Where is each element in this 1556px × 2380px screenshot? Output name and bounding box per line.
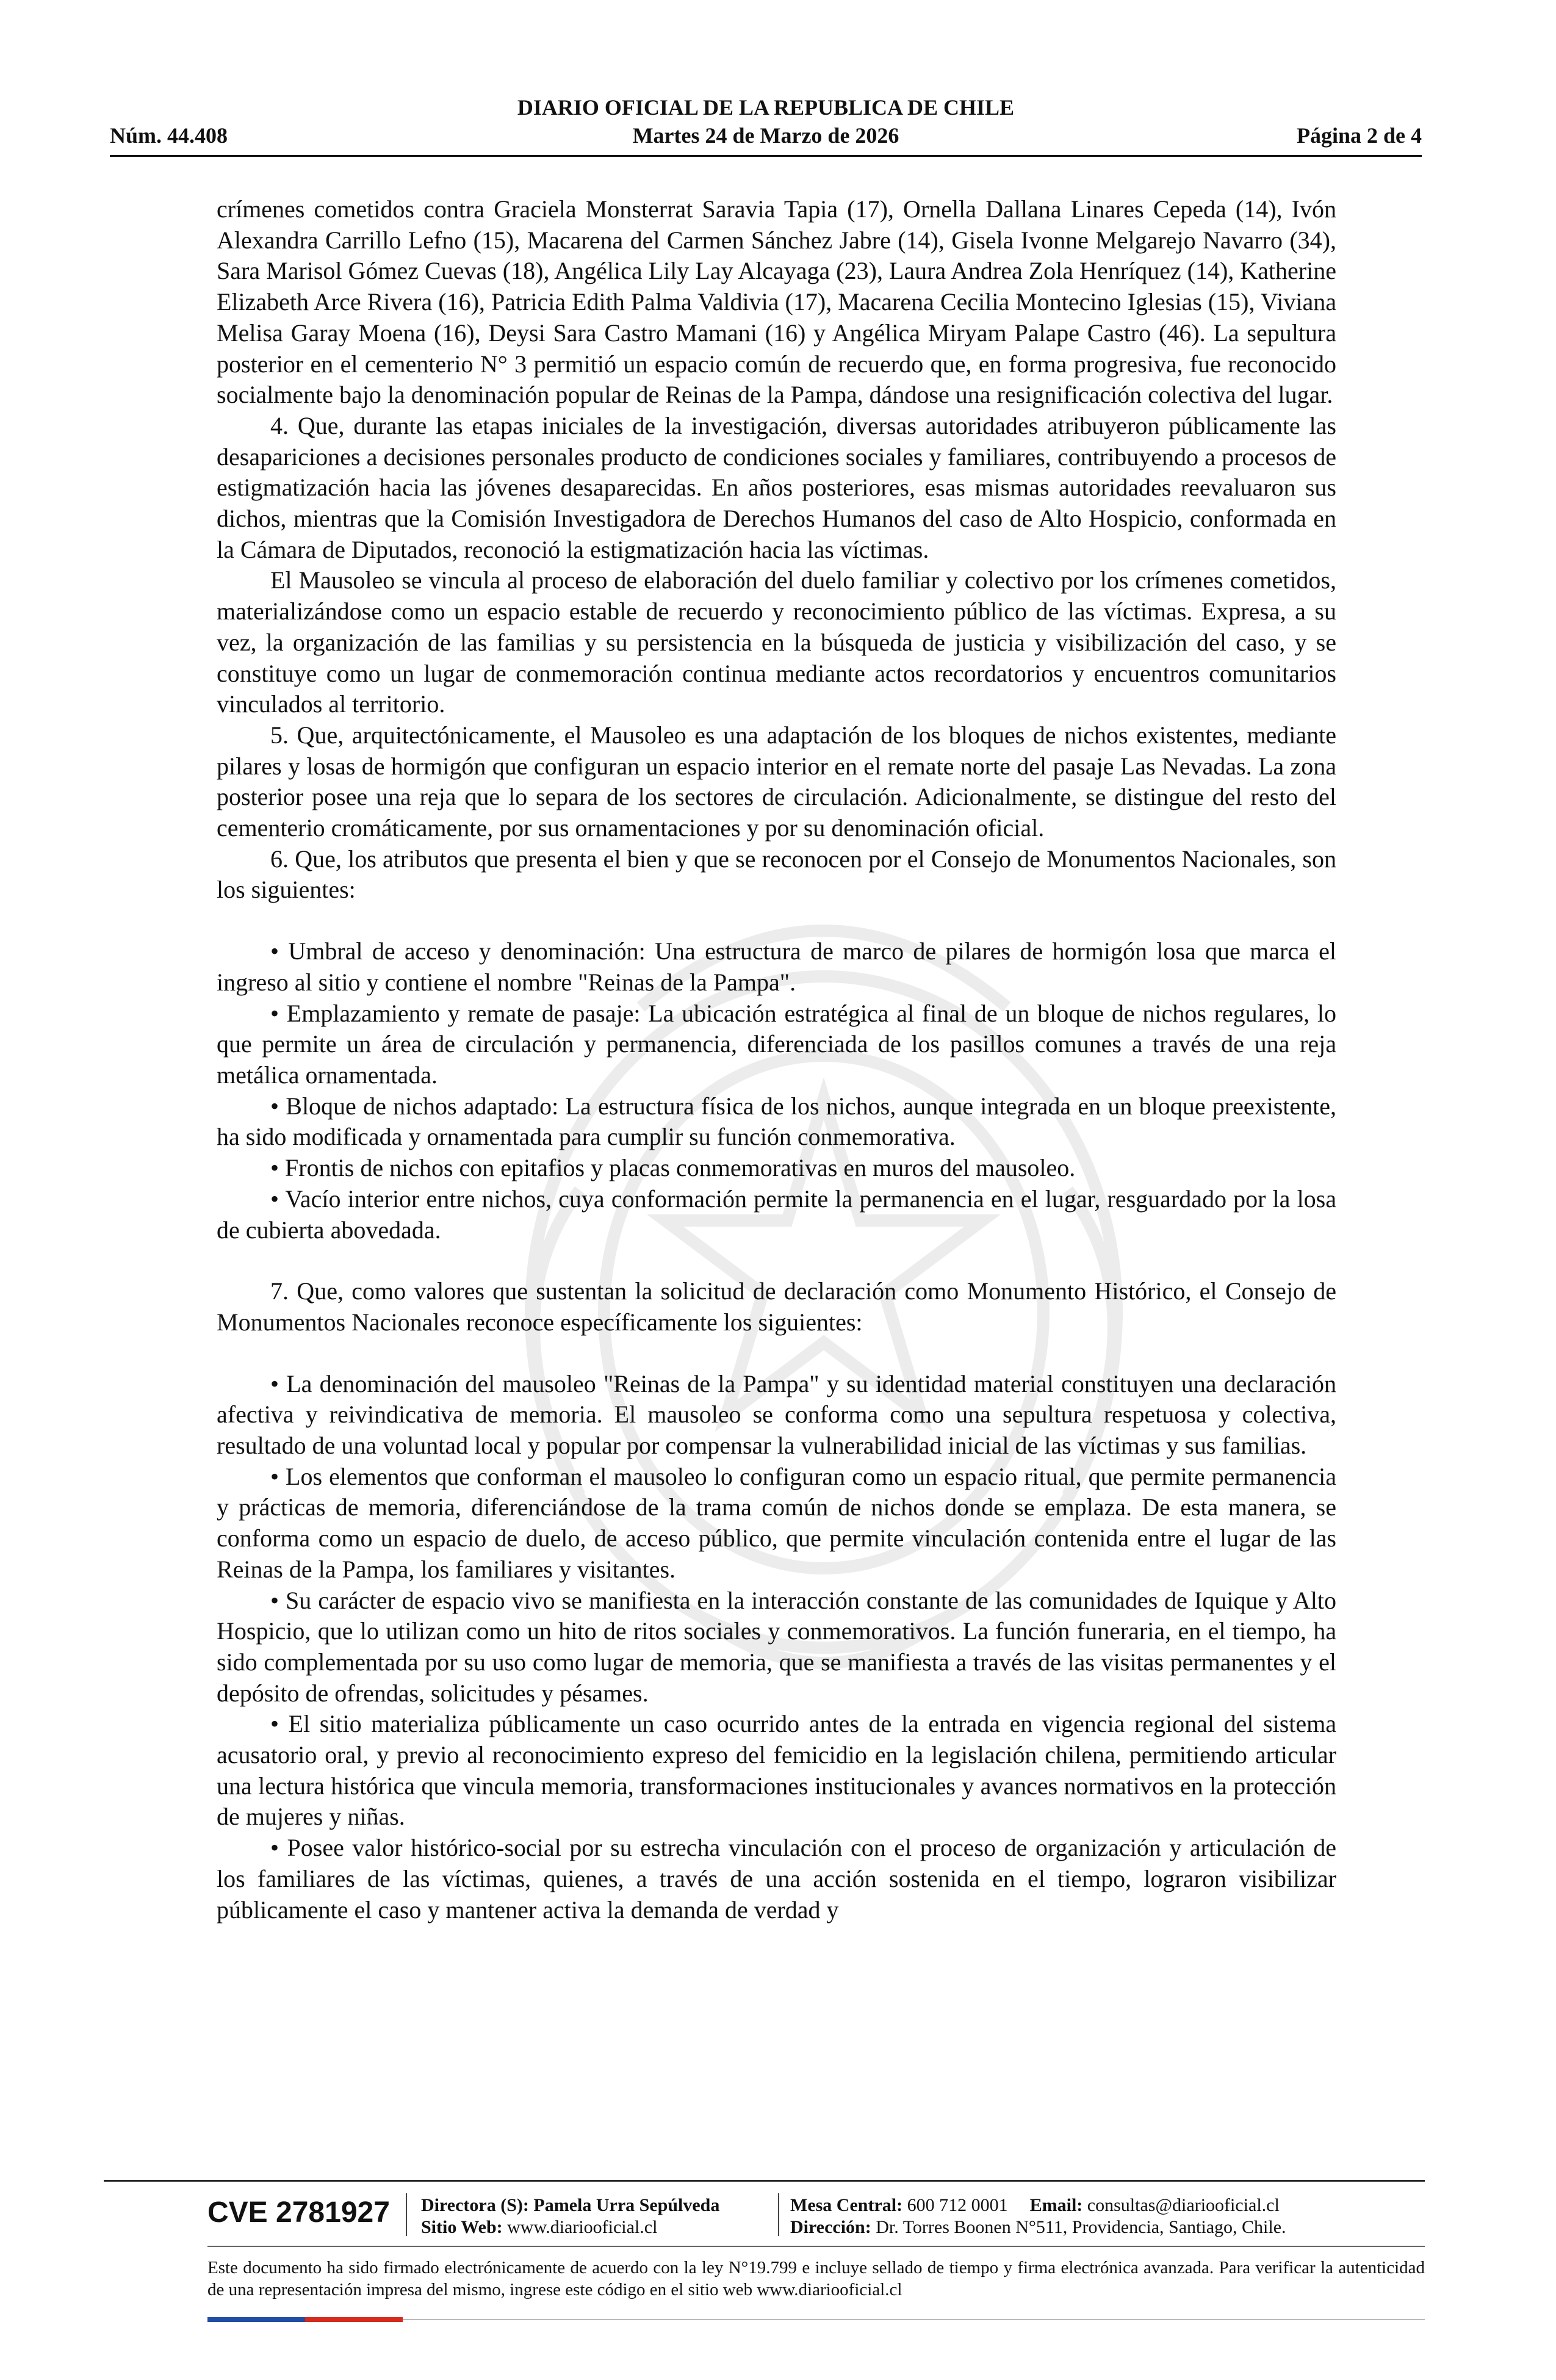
paragraph: • Bloque de nichos adaptado: La estructura física de los nichos, aunque integrada en un bloque preexistente, ha sido modificada y ornamentada para cumplir su función conmemorativa. (217, 1092, 1336, 1151)
footer-rule (104, 2180, 1425, 2182)
paragraph: • Posee valor histórico-social por su estrecha vinculación con el proceso de organización y articulación de los familiares de las víctimas, quienes, a través de una acción sostenida en el tiempo, lograron visibilizar públicamente el caso y mantener activa la demanda de verdad y (217, 1834, 1336, 1924)
email-link[interactable]: consultas@diariooficial.cl (1087, 2195, 1280, 2215)
paragraph-gap (217, 1338, 1336, 1369)
paragraph: 6. Que, los atributos que presenta el bien y que se reconocen por el Consejo de Monumentos Nacionales, son los siguientes: (217, 845, 1336, 904)
web-link[interactable]: www.diariooficial.cl (507, 2217, 658, 2237)
paragraph: • Su carácter de espacio vivo se manifiesta en la interacción constante de las comunidades de Iquique y Alto Hospicio, que lo utilizan como un hito de ritos sociales y conmemorativos. La función funeraria, en el tiempo, ha sido complementada por su uso como lugar de memoria, que se manifiesta a través de las visitas permanentes y el depósito de ofrendas, solicitudes y pésames. (217, 1586, 1336, 1707)
issue-date: Martes 24 de Marzo de 2026 (632, 123, 899, 148)
footer-contact-right (790, 2194, 1286, 2238)
page-header (110, 92, 1422, 165)
signature-notice: Este documento ha sido firmado electrónicamente de acuerdo con la ley N°19.799 e incluye sellado de tiempo y firma electrónica avanzada. Para verificar la autenticidad de una representación impresa del mismo, ingrese este código en el sitio web www.diariooficial.cl (207, 2258, 1425, 2299)
paragraph-gap (217, 1246, 1336, 1276)
footer-separator (778, 2193, 779, 2236)
cve-code: CVE 2781927 (207, 2196, 390, 2229)
paragraph: • Los elementos que conforman el mausoleo lo configuran como un espacio ritual, que permite permanencia y prácticas de memoria, diferenciándose de la trama común de nichos donde se emplaza. De esta manera, se conforma como un espacio de duelo, de acceso público, que permite vinculación contenida entre el lugar de las Reinas de la Pampa, los familiares y visitantes. (217, 1462, 1336, 1583)
notice-rule (207, 2246, 1425, 2247)
flag-blue-stripe (207, 2317, 305, 2322)
footer-contact-left (421, 2194, 719, 2238)
director-name: Pamela Urra Sepúlveda (533, 2195, 720, 2215)
paragraph-gap (217, 906, 1336, 936)
paragraph: El Mausoleo se vincula al proceso de elaboración del duelo familiar y colectivo por los crímenes cometidos, materializándose como un espacio estable de recuerdo y reconocimiento público de las víctimas. Expresa, a su vez, la organización de las familias y su persistencia en la búsqueda de justicia y visibilización del caso, y se constituye como un lugar de conmemoración continua mediante actos recordatorios y encuentros comunitarios vinculados al territorio. (217, 566, 1336, 718)
phone-label: Mesa Central: (790, 2195, 903, 2215)
paragraph: 4. Que, durante las etapas iniciales de la investigación, diversas autoridades atribuyeron públicamente las desapariciones a decisiones personales producto de condiciones sociales y familiares, contribuyendo a procesos de estigmatización hacia las jóvenes desaparecidas. En años posteriores, esas mismas autoridades reevaluaron sus dichos, mientras que la Comisión Investigadora de Derechos Humanos del caso de Alto Hospicio, conformada en la Cámara de Diputados, reconoció la estigmatización hacia las víctimas. (217, 411, 1336, 563)
paragraph: • La denominación del mausoleo "Reinas de la Pampa" y su identidad material constituyen una declaración afectiva y reivindicativa de memoria. El mausoleo se conforma como una sepultura respetuosa y colectiva, resultado de una voluntad local y popular por compensar la vulnerabilidad inicial de las víctimas y sus familias. (217, 1369, 1336, 1460)
document-body (217, 194, 1336, 1925)
footer-separator (406, 2193, 407, 2236)
paragraph: 7. Que, como valores que sustentan la solicitud de declaración como Monumento Histórico, el Consejo de Monumentos Nacionales reconoce específicamente los siguientes: (217, 1277, 1336, 1336)
flag-line (403, 2319, 1425, 2320)
paragraph: crímenes cometidos contra Graciela Monsterrat Saravia Tapia (17), Ornella Dallana Linares Cepeda (14), Ivón Alexandra Carrillo Lefno (15), Macarena del Carmen Sánchez Jabre (14), Gisela Ivonne Melgarejo Navarro (34), Sara Marisol Gómez Cuevas (18), Angélica Lily Lay Alcayaga (23), Laura Andrea Zola Henríquez (14), Katherine Elizabeth Arce Rivera (16), Patricia Edith Palma Valdivia (17), Macarena Cecilia Montecino Iglesias (15), Viviana Melisa Garay Moena (16), Deysi Sara Castro Mamani (16) y Angélica Miryam Palape Castro (46). La sepultura posterior en el cementerio N° 3 permitió un espacio común de recuerdo que, en forma progresiva, fue reconocido socialmente bajo la denominación popular de Reinas de la Pampa, dándose una resignificación colectiva del lugar. (217, 195, 1336, 409)
address-value: Dr. Torres Boonen N°511, Providencia, Santiago, Chile. (876, 2217, 1286, 2237)
web-label: Sitio Web: (421, 2217, 503, 2237)
header-rule (110, 155, 1422, 157)
paragraph: • Vacío interior entre nichos, cuya conformación permite la permanencia en el lugar, resguardado por la losa de cubierta abovedada. (217, 1185, 1336, 1244)
paragraph: • Umbral de acceso y denominación: Una estructura de marco de pilares de hormigón losa que marca el ingreso al sitio y contiene el nombre "Reinas de la Pampa". (217, 937, 1336, 996)
page-indicator: Página 2 de 4 (1296, 123, 1422, 148)
paragraph: • El sitio materializa públicamente un caso ocurrido antes de la entrada en vigencia regional del sistema acusatorio oral, y previo al reconocimiento expreso del femicidio en la legislación chilena, permitiendo articular una lectura histórica que vincula memoria, transformaciones institucionales y avances normativos en la protección de mujeres y niñas. (217, 1710, 1336, 1831)
flag-red-stripe (305, 2317, 403, 2322)
paragraph: • Frontis de nichos con epitafios y placas conmemorativas en muros del mausoleo. (270, 1154, 1076, 1182)
director-label: Directora (S): (421, 2195, 529, 2215)
issue-number: Núm. 44.408 (110, 123, 228, 148)
journal-title: DIARIO OFICIAL DE LA REPUBLICA DE CHILE (517, 95, 1015, 120)
paragraph: 5. Que, arquitectónicamente, el Mausoleo es una adaptación de los bloques de nichos existentes, mediante pilares y losas de hormigón que configuran un espacio interior en el remate norte del pasaje Las Nevadas. La zona posterior posee una reja que lo separa de los sectores de circulación. Adicionalmente, se distingue del resto del cementerio cromáticamente, por sus ornamentaciones y por su denominación oficial. (217, 721, 1336, 842)
flag-stripe (207, 2317, 403, 2322)
email-label: Email: (1029, 2195, 1083, 2215)
address-label: Dirección: (790, 2217, 871, 2237)
paragraph: • Emplazamiento y remate de pasaje: La ubicación estratégica al final de un bloque de nichos regulares, lo que permite un área de circulación y permanencia, diferenciada de los pasillos comunes a través de una reja metálica ornamentada. (217, 999, 1336, 1089)
phone-value: 600 712 0001 (907, 2195, 1008, 2215)
